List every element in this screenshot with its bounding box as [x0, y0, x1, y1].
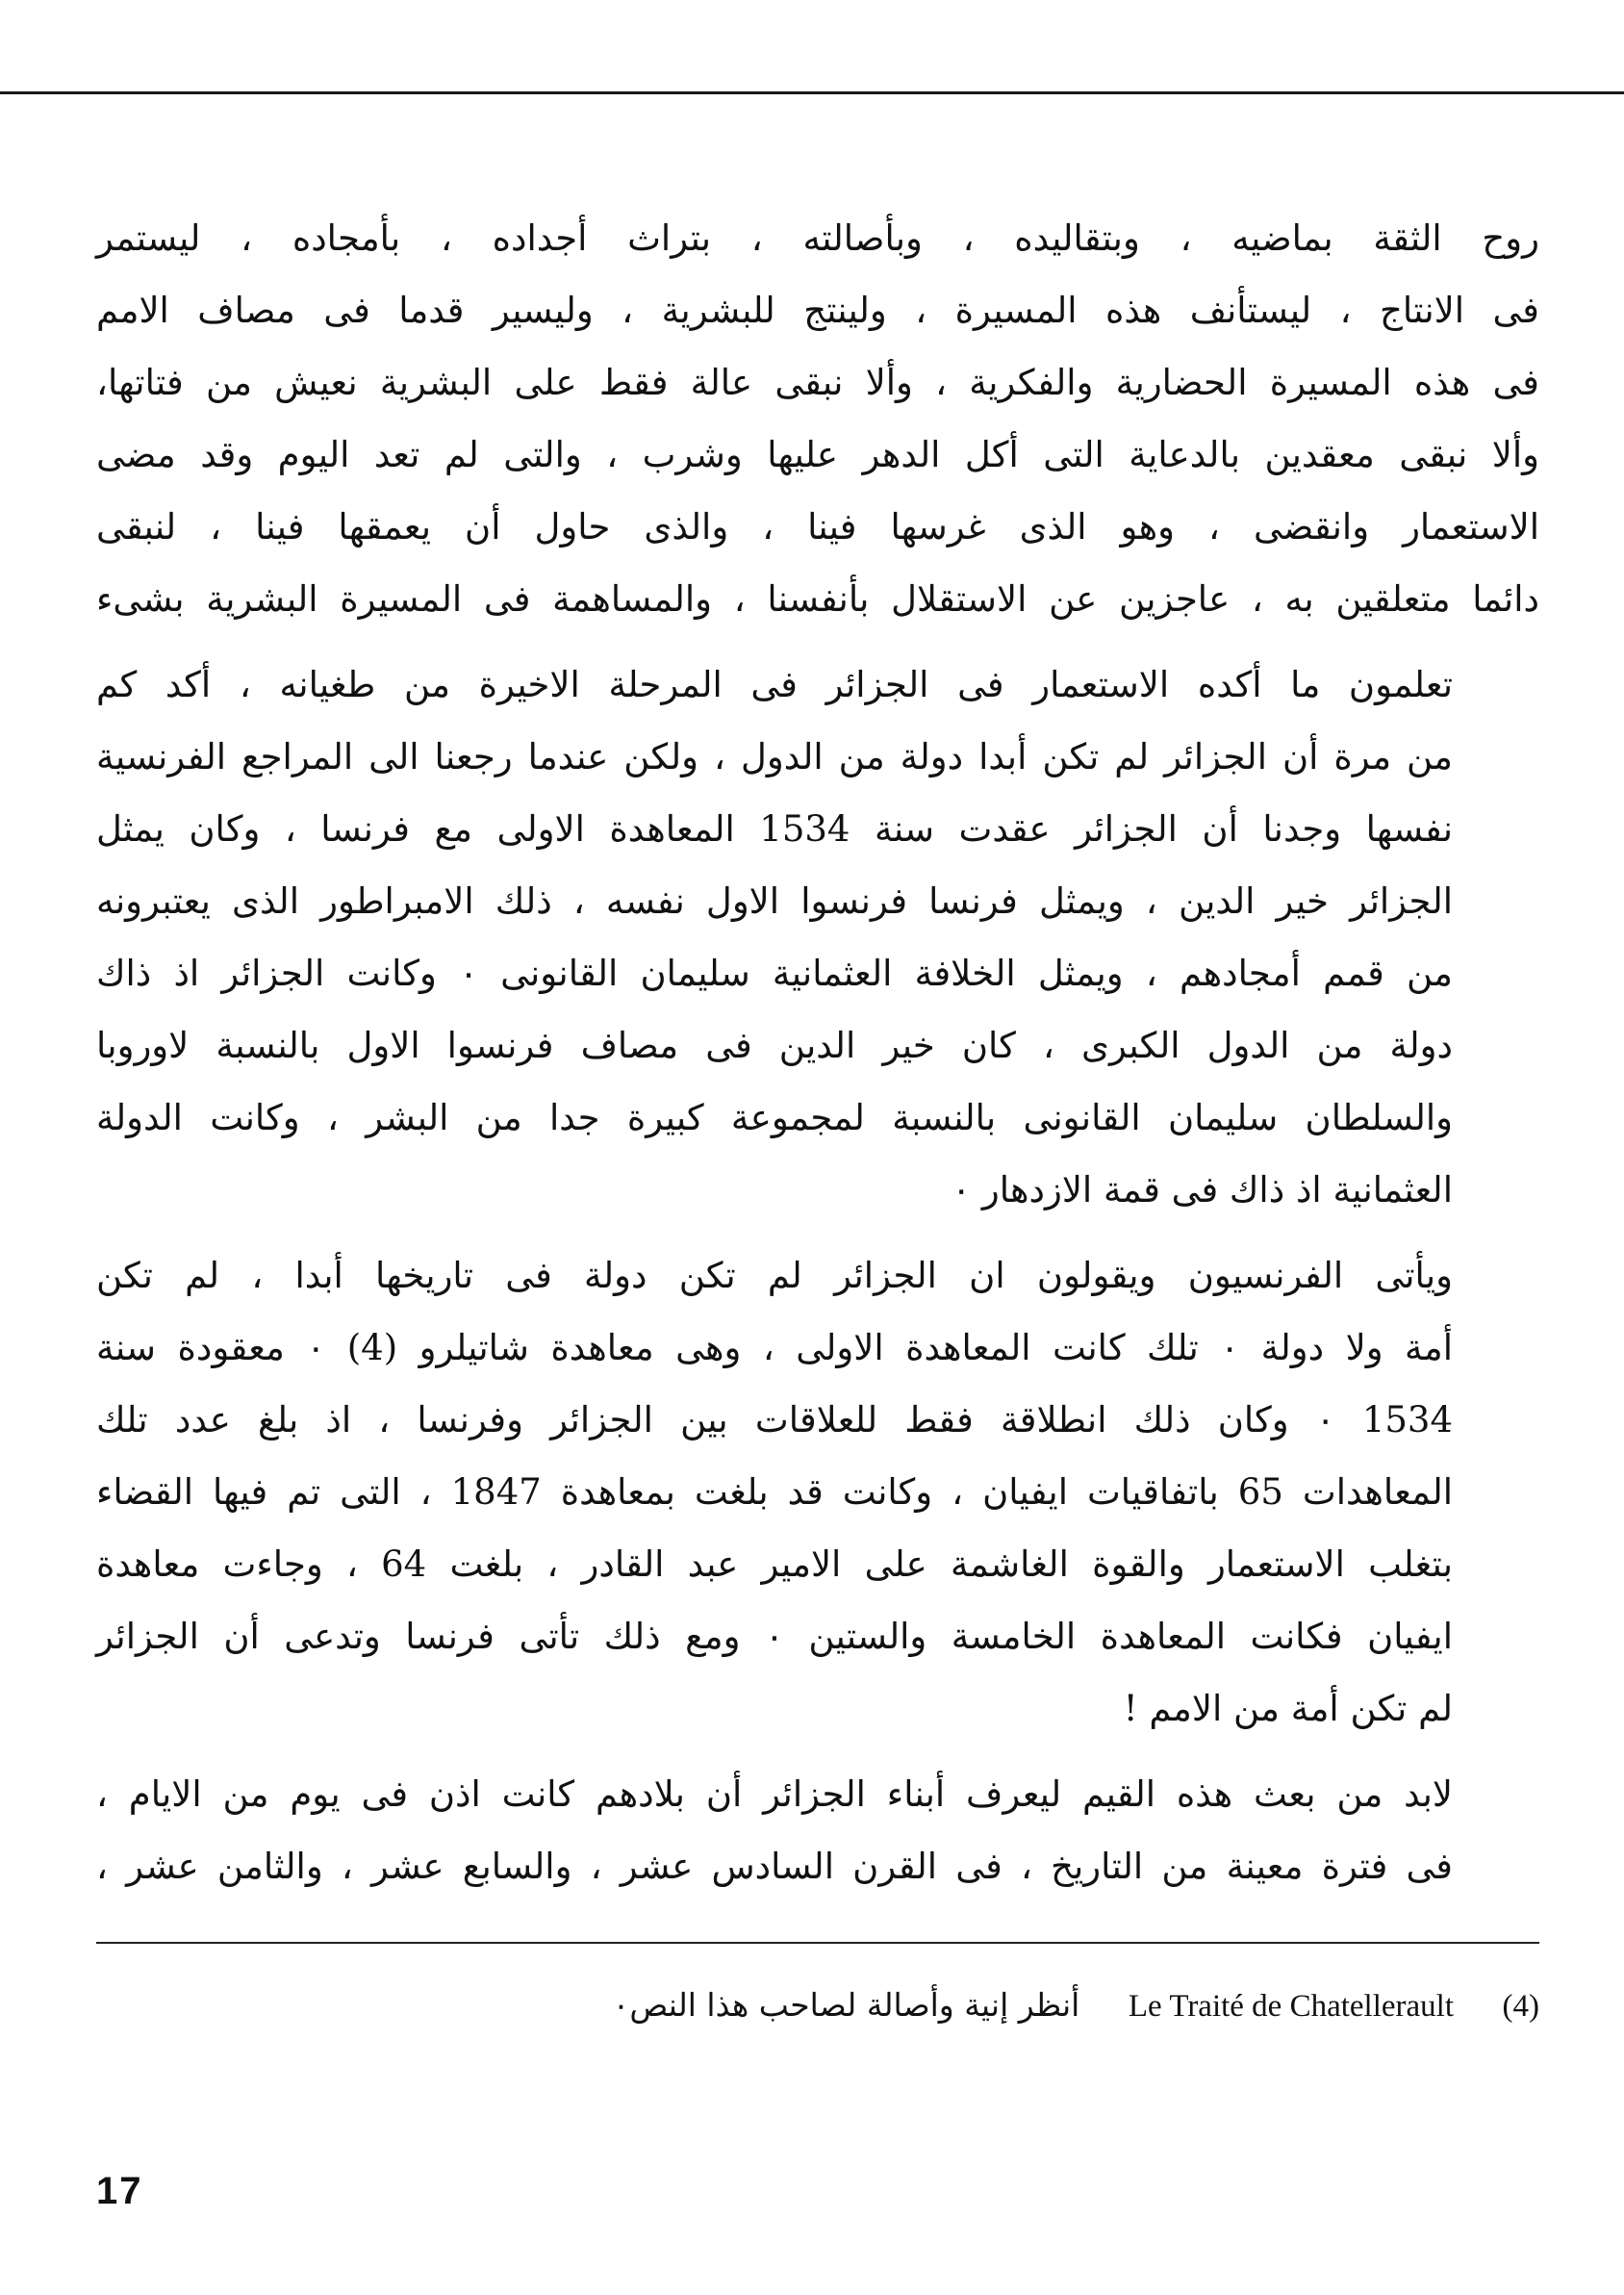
footnote-marker: (4) — [1502, 1989, 1539, 2024]
text-line: روح الثقة بماضيه ، وبتقاليده ، وبأصالته ، بتراث أجداده ، بأمجاده ، ليستمر — [96, 217, 1539, 259]
text-line: دائما متعلقين به ، عاجزين عن الاستقلال بأنفسنا ، والمساهمة فى المسيرة البشرية بشىء — [96, 578, 1539, 620]
text-line: فى الانتاج ، ليستأنف هذه المسيرة ، ولينتج للبشرية ، وليسير قدما فى مصاف الامم — [96, 290, 1539, 331]
main-text — [96, 202, 1539, 1916]
text-line: لابد من بعث هذه القيم ليعرف أبناء الجزائر أن بلادهم كانت اذن فى يوم من الايام ، — [96, 1773, 1453, 1815]
paragraph-4 — [96, 1758, 1539, 1902]
text-line: المعاهدات 65 باتفاقيات ايفيان ، وكانت قد بلغت بمعاهدة 1847 ، التى تم فيها القضاء — [96, 1471, 1454, 1513]
text-line: والسلطان سليمان القانونى بالنسبة لمجموعة كبيرة جدا من البشر ، وكانت الدولة — [96, 1097, 1453, 1138]
text-line: بتغلب الاستعمار والقوة الغاشمة على الامير عبد القادر ، بلغت 64 ، وجاءت معاهدة — [96, 1543, 1453, 1585]
footnote-divider — [96, 1942, 1539, 1944]
text-line: نفسها وجدنا أن الجزائر عقدت سنة 1534 المعاهدة الاولى مع فرنسا ، وكان يمثل — [96, 808, 1453, 850]
top-rule — [0, 91, 1624, 94]
text-line: ايفيان فكانت المعاهدة الخامسة والستين ٠ ومع ذلك تأتى فرنسا وتدعى أن الجزائر — [96, 1616, 1453, 1657]
text-line: 1534 ٠ وكان ذلك انطلاقة فقط للعلاقات بين الجزائر وفرنسا ، اذ بلغ عدد تلك — [96, 1399, 1453, 1441]
text-line: من مرة أن الجزائر لم تكن أبدا دولة من الدول ، ولكن عندما رجعنا الى المراجع الفرنسية — [96, 736, 1453, 778]
text-line: فى فترة معينة من التاريخ ، فى القرن السادس عشر ، والسابع عشر ، والثامن عشر ، — [96, 1846, 1453, 1887]
footnote — [317, 1982, 1539, 2029]
footnote-latin-text: Le Traité de Chatellerault — [1128, 1989, 1455, 2024]
text-line: الاستعمار وانقضى ، وهو الذى غرسها فينا ، والذى حاول أن يعمقها فينا ، لنبقى — [96, 506, 1539, 548]
text-line: العثمانية اذ ذاك فى قمة الازدهار ٠ — [952, 1169, 1453, 1211]
text-line: من قمم أمجادهم ، ويمثل الخلافة العثمانية سليمان القانونى ٠ وكانت الجزائر اذ ذاك — [96, 953, 1453, 994]
text-line: أمة ولا دولة ٠ تلك كانت المعاهدة الاولى ، وهى معاهدة شاتيلرو (4) ٠ معقودة سنة — [96, 1327, 1453, 1368]
page-number: 17 — [96, 2170, 143, 2212]
text-line: ويأتى الفرنسيون ويقولون ان الجزائر لم تكن دولة فى تاريخها أبدا ، لم تكن — [96, 1255, 1453, 1296]
text-line: دولة من الدول الكبرى ، كان خير الدين فى مصاف فرنسوا الاول بالنسبة لاوروبا — [96, 1025, 1453, 1066]
text-line: الجزائر خير الدين ، ويمثل فرنسا فرنسوا الاول نفسه ، ذلك الامبراطور الذى يعتبرونه — [96, 880, 1453, 922]
text-line: تعلمون ما أكده الاستعمار فى الجزائر فى المرحلة الاخيرة من طغيانه ، أكد كم — [96, 664, 1453, 705]
paragraph-1 — [96, 202, 1539, 635]
footnote-arabic-text: أنظر إنية وأصالة لصاحب هذا النص٠ — [612, 1986, 1080, 2024]
paragraph-2 — [96, 649, 1539, 1226]
paragraph-3 — [96, 1239, 1539, 1745]
text-line: لم تكن أمة من الامم ! — [1123, 1688, 1453, 1729]
text-line: فى هذه المسيرة الحضارية والفكرية ، وألا نبقى عالة فقط على البشرية نعيش من فتاتها، — [96, 362, 1539, 403]
text-line: وألا نبقى معقدين بالدعاية التى أكل الدهر عليها وشرب ، والتى لم تعد اليوم وقد مضى — [96, 434, 1539, 475]
